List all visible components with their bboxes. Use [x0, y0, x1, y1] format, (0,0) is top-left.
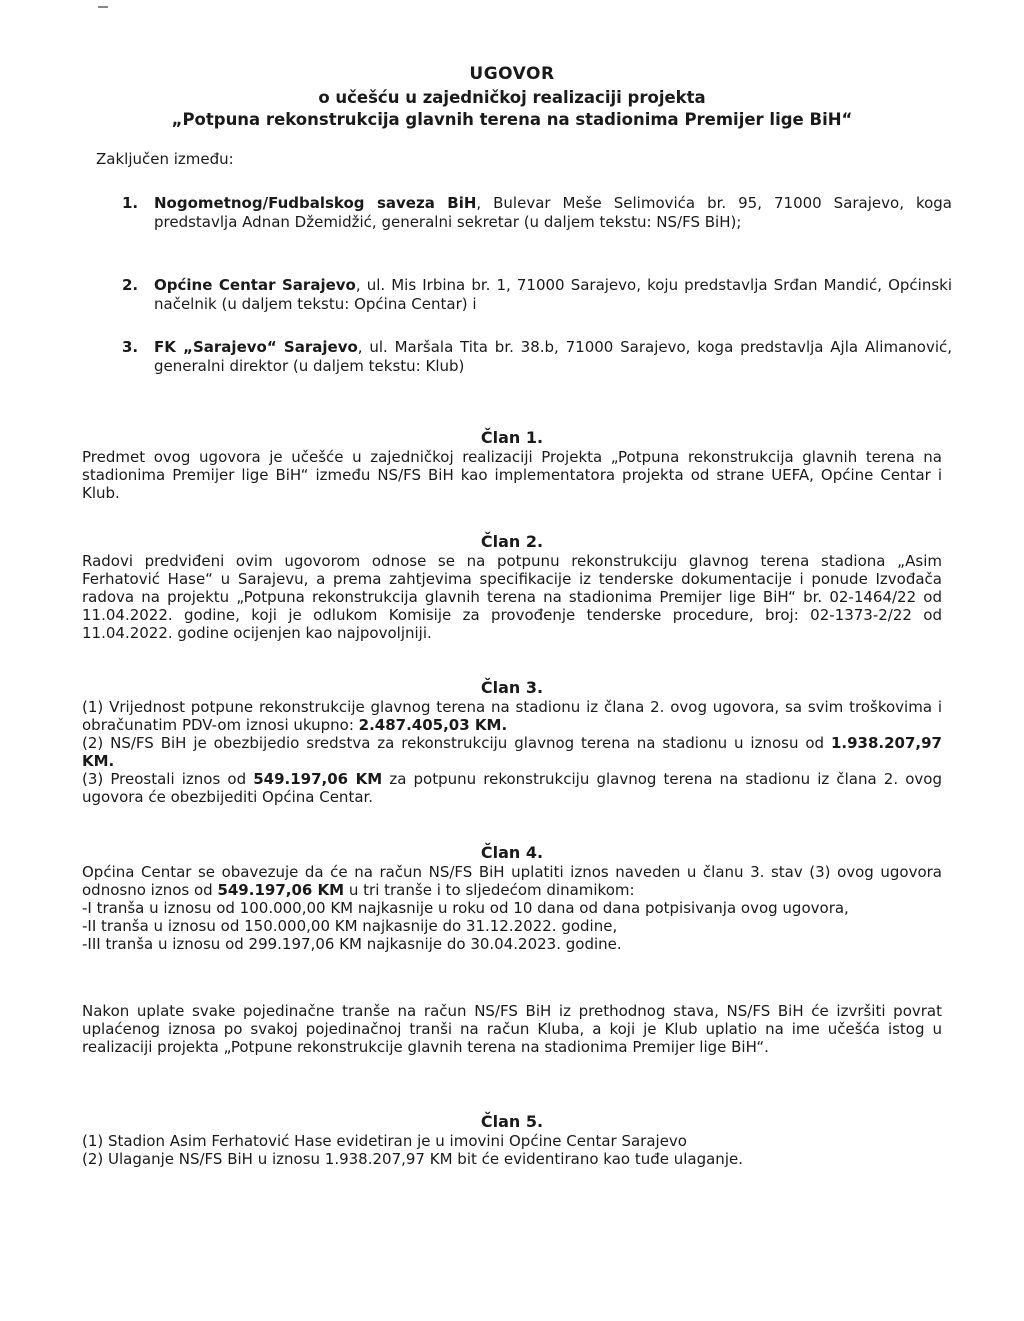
article-5-para-2: (2) Ulaganje NS/FS BiH u iznosu 1.938.207,97 KM bit će evidentirano kao tuđe ulaganje.: [82, 1150, 743, 1168]
article-1-text: Predmet ovog ugovora je učešće u zajedničkoj realizaciji Projekta „Potpuna rekonstrukcija glavnih terena na stadionima Premijer lige BiH“ između NS/FS BiH kao implementatora projekta od strane UEFA, Općine Centar i Klub.: [82, 448, 942, 502]
document-subtitle: o učešću u zajedničkoj realizaciji projekta: [318, 88, 706, 107]
article-5-body: [82, 1132, 942, 1168]
article-3-title: Član 3.: [480, 678, 544, 697]
nsfs-amount: 1.938.207,97 KM.: [82, 734, 942, 770]
scan-mark: [98, 6, 108, 8]
municipality-amount: 549.197,06 KM: [217, 881, 345, 899]
party-number: 2.: [122, 276, 139, 294]
intro-text: Zaključen između:: [96, 150, 234, 168]
remaining-amount: 549.197,06 KM: [253, 770, 383, 788]
total-amount: 2.487.405,03 KM.: [358, 716, 508, 734]
party-2: [122, 276, 952, 314]
party-number: 1.: [122, 194, 139, 212]
party-details: , Bulevar Meše Selimovića br. 95, 71000 Sarajevo, koga predstavlja Adnan Džemidžić, generalni sekretar (u daljem tekstu: NS/FS BiH);: [154, 194, 952, 231]
document-title: UGOVOR: [469, 64, 555, 84]
party-number: 3.: [122, 338, 139, 356]
article-3-para-1: (1) Vrijednost potpune rekonstrukcije glavnog terena na stadionu iz člana 2. ovog ugovora, sa svim troškovima i obračunatim PDV-om iznosi ukupno: 2.487.405,03 KM.: [82, 698, 942, 734]
party-details: , ul. Maršala Tita br. 38.b, 71000 Sarajevo, koga predstavlja Ajla Alimanović, generalni direktor (u daljem tekstu: Klub): [154, 338, 952, 375]
article-5-para-1: (1) Stadion Asim Ferhatović Hase evidetiran je u imovini Općine Centar Sarajevo: [82, 1132, 687, 1150]
article-1-title: Član 1.: [480, 428, 544, 447]
article-4-body: [82, 863, 942, 953]
party-3: [122, 338, 952, 376]
tranche-1: -I tranša u iznosu od 100.000,00 KM najkasnije u roku od 10 dana od dana potpisivanja ovog ugovora,: [82, 899, 849, 917]
tranche-3: -III tranša u iznosu od 299.197,06 KM najkasnije do 30.04.2023. godine.: [82, 935, 622, 953]
article-5-title: Član 5.: [480, 1112, 544, 1131]
article-4-para-1: Općina Centar se obavezuje da će na račun NS/FS BiH uplatiti iznos naveden u članu 3. stav (3) ovog ugovora odnosno iznos od 549.197,06 KM u tri tranše i to sljedećom dinamikom:: [82, 863, 942, 899]
project-title: „Potpuna rekonstrukcija glavnih terena na stadionima Premijer lige BiH“: [171, 110, 853, 129]
article-3-body: [82, 698, 942, 806]
article-3-para-2: (2) NS/FS BiH je obezbijedio sredstva za rekonstrukciju glavnog terena na stadionu u iznosu od 1.938.207,97 KM.: [82, 734, 942, 770]
party-1: [122, 194, 952, 232]
article-4-title: Član 4.: [480, 843, 544, 862]
article-3-para-3: (3) Preostali iznos od 549.197,06 KM za potpunu rekonstrukciju glavnog terena na stadionu iz člana 2. ovog ugovora će obezbijediti Općina Centar.: [82, 770, 942, 806]
article-4-para-2: Nakon uplate svake pojedinačne tranše na račun NS/FS BiH iz prethodnog stava, NS/FS BiH će izvršiti povrat uplaćenog iznosa po svakoj pojedinačnoj tranši na račun Kluba, a koji je Klub uplatio na ime učešća istog u realizaciji projekta „Potpune rekonstrukcije glavnih terena na stadionima Premijer lige BiH“.: [82, 1002, 942, 1056]
party-details: , ul. Mis Irbina br. 1, 71000 Sarajevo, koju predstavlja Srđan Mandić, Općinski načelnik (u daljem tekstu: Općina Centar) i: [154, 276, 952, 313]
article-2-title: Član 2.: [480, 532, 544, 551]
party-name: Općine Centar Sarajevo: [154, 276, 356, 294]
article-2-text: Radovi predviđeni ovim ugovorom odnose se na potpunu rekonstrukciju glavnog terena stadiona „Asim Ferhatović Hase“ u Sarajevu, a prema zahtjevima specifikacije iz tenderske dokumentacije i ponude Izvođača radova na projektu „Potpuna rekonstrukcija glavnih terena na stadionima Premijer lige BiH“ br. 02-1464/22 od 11.04.2022. godine, koji je odlukom Komisije za provođenje tenderske procedure, broj: 02-1373-2/22 od 11.04.2022. godine ocijenjen kao najpovoljniji.: [82, 552, 942, 642]
party-name: Nogometnog/Fudbalskog saveza BiH: [154, 194, 477, 212]
party-name: FK „Sarajevo“ Sarajevo: [154, 338, 358, 356]
tranche-2: -II tranša u iznosu od 150.000,00 KM najkasnije do 31.12.2022. godine,: [82, 917, 618, 935]
